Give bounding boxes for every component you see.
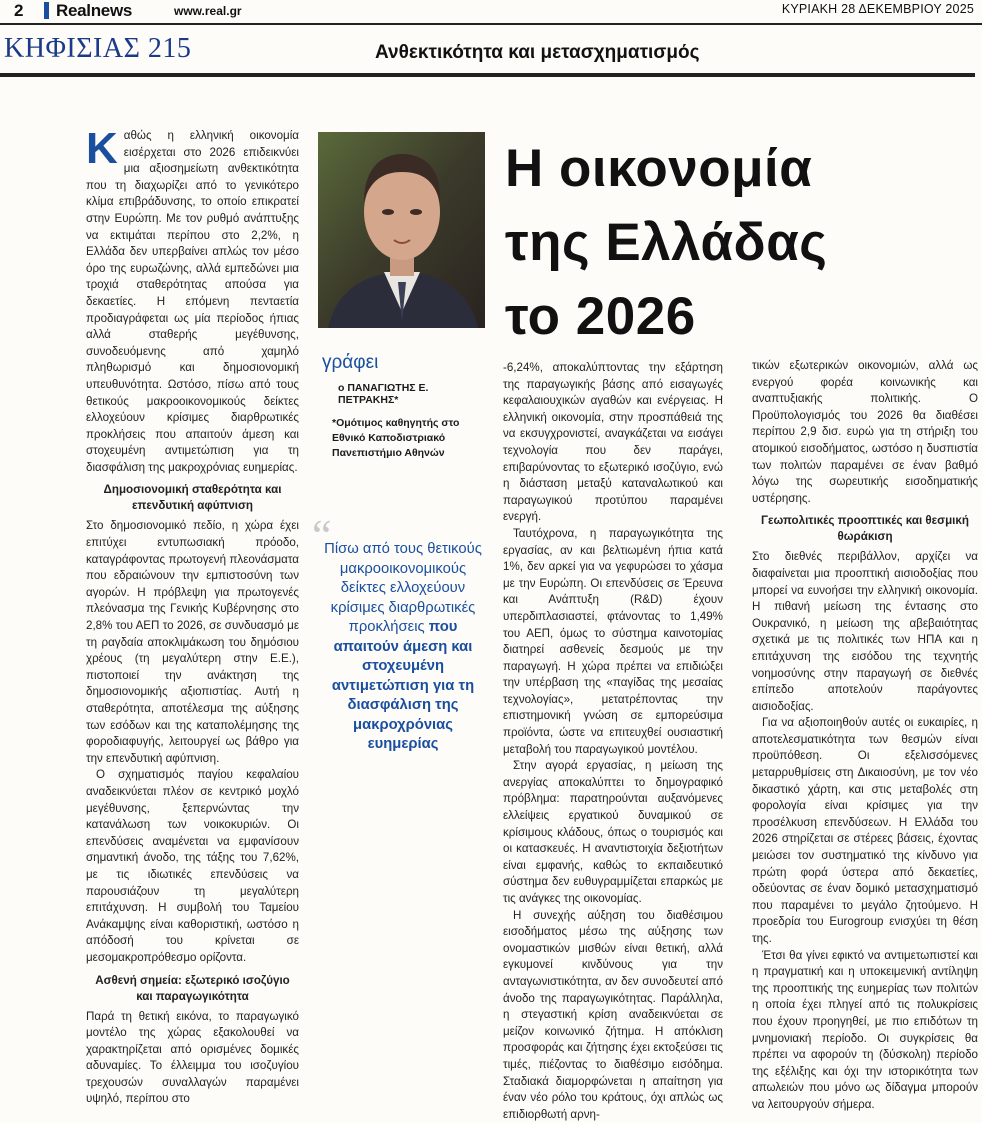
- brand-logo: [56, 1, 132, 21]
- quote-mark-icon: “: [312, 511, 332, 560]
- subhead-weak-points: Ασθενή σημεία: εξωτερικό ισοζύγιο και παραγωγικότητα: [95, 973, 290, 1003]
- byline: [318, 352, 488, 461]
- paragraph-col4-d: Έτσι θα γίνει εφικτό να αντιμετωπιστεί και η πραγματική και η υποκειμενική αντίληψη της προοπτικής της ευημερίας των πολιτών η οποία έχει πληγεί από τις πολυκρίσεις που έχουν προηγηθεί, με πιο επιδότων τη μνημονιακή περίοδο. Οι συγκρίσεις θα πρέπει να αφορούν τη (δύσκολη) περίοδο της εξέλιξης και όχι την ιστορικότητα των απωλειών που μόνο ως δίδαγμα μπορούν να λειτουργούν σήμερα.: [752, 948, 978, 1111]
- article-column-4: [752, 358, 978, 1114]
- pull-quote: [312, 511, 488, 755]
- subhead-fiscal: Δημοσιονομική σταθερότητα και επενδυτική αφύπνιση: [103, 483, 282, 513]
- paragraph-col3-d: Η συνεχής αύξηση του διαθέσιμου εισοδήματος μέσω της αύξησης των ονομαστικών μισθών είναι θετική, αλλά εγκυμονεί κινδύνους για την ανταγωνιστικότητα, αν δεν συνοδευτεί από άνοδο της παραγωγικότητας. Παράλληλα, η στεγαστική κρίση αναδεικνύεται σε μείζον κοινωνικό ζήτημα. Η απόκλιση προσφοράς και ζήτησης έχει εκτοξεύσει τις τιμές, πιέζοντας το διαθέσιμο εισόδημα. Σταδιακά διαμορφώνεται η απαίτηση για έναν νέο ρόλο του κράτους, όχι απλώς ως επιδιορθωτή αρνη-: [503, 908, 723, 1121]
- street-label: ΚΗΦΙΣΙΑΣ 215: [4, 33, 192, 64]
- article-column-3: [503, 360, 723, 1123]
- paragraph-col4-c: Για να αξιοποιηθούν αυτές οι ευκαιρίες, η αποτελεσματικότητα των θεσμών είναι προϋπόθεση. Οι εξελισσόμενες μεταρρυθμίσεις στη Δικαιοσύνη, με τον νέο δικαστικό χάρτη, και στις μεταβολές στη φορολογία είναι κρίσιμες για την προσέλκυση επενδύσεων. Η Ελλάδα του 2026 στηρίζεται σε στέρεες βάσεις, έχοντας μειώσει τον συστηματικό της κίνδυνο για πρώτη φορά ύστερα από δεκαετίες, οδεύοντας σε έναν δομικό μετασχηματισμό που παραμένει το μεγάλο ζητούμενο. Η προεδρία του Eurogroup ενισχύει τη θέση της.: [752, 716, 978, 945]
- brand-logo-part-a: Real: [56, 1, 91, 20]
- author-photo: [318, 132, 485, 328]
- page-header: [0, 0, 982, 22]
- section-title: Ανθεκτικότητα και μετασχηματισμός: [375, 42, 700, 63]
- paragraph-fiscal-2: Ο σχηματισμός παγίου κεφαλαίου αναδεικνύεται πλέον σε κεντρικό μοχλό μεγέθυνσης, ξεπερνώντας την κατανάλωση των νοικοκυριών. Οι επενδύσεις αναμένεται να εμφανίσουν σημαντική άνοδο, της τάξης του 7,62%, με τις ιδιωτικές επενδύσεις να παρουσιάζουν τη μεγαλύτερη επιτάχυνση. Η συμβολή του Ταμείου Ανάκαμψης είναι καθοριστική, ωστόσο η απόδοσή του κρίνεται σε μεσομακροπρόθεσμο ορίζοντα.: [86, 768, 299, 964]
- paragraph-col3-a: -6,24%, αποκαλύπτοντας την εξάρτηση της παραγωγικής βάσης από εισαγωγές κεφαλαιουχικών αγαθών και ενέργειας. Η ελληνική οικονομία, στην προσπάθειά της να εκσυγχρονιστεί, αναγκάζεται να εισάγει τεχνολογία που δεν παράγει, επιβαρύνοντας το εξωτερικό ισοζύγιο, ενώ η διάσταση μεταξύ καταναλωτικού και παραγωγικού προτύπου παραμένει ενεργή.: [503, 361, 723, 524]
- pull-quote-bold: που απαιτούν άμεση και στοχευμένη αντιμετώπιση για τη διασφάλιση της μακροχρόνιας ευημερίας: [331, 619, 475, 752]
- paragraph-col3-b: Ταυτόχρονα, η παραγωγικότητα της εργασίας, αν και βελτιωμένη ήπια κατά 1%, δεν αρκεί για να γεφυρώσει το χάσμα με την Ευρώπη. Οι επενδύσεις σε Έρευνα και Ανάπτυξη (R&D) έχουν υπερδιπλασιαστεί, φτάνοντας το 1,49% του ΑΕΠ, όμως το σύστημα καινοτομίας διατηρεί ασθενείς δεσμούς με την παραγωγή. Η χώρα πρέπει να επιδιώξει την υπέρβαση της «παγίδας της μεσαίας τεχνολογίας», μετατρέποντας την επιστημονική γνώση σε εμπορεύσιμα προϊόντα, ώστε να επιτευχθεί ουσιαστική μεταβολή του παραγωγικού μοντέλου.: [503, 526, 723, 756]
- article-headline: [505, 132, 827, 354]
- issue-date: ΚΥΡΙΑΚΗ 28 ΔΕΚΕΜΒΡΙΟΥ 2025: [781, 2, 974, 16]
- author-name: ο ΠΑΝΑΓΙΩΤΗΣ Ε. ΠΕΤΡΑΚΗΣ*: [338, 382, 429, 406]
- paragraph-col4-a: τικών εξωτερικών οικονομιών, αλλά ως ενεργού φορέα κοινωνικής και αναπτυξιακής πολιτικής. Ο Προϋπολογισμός του 2026 θα διαθέσει περίπου 2,9 δισ. ευρώ για τη στήριξη του ατομικού εισοδήματος, ωστόσο η δυσπιστία των πολιτών παραμένει σε έναν βαθμό λόγω της σωρευτικής εισοδηματικής υστέρησης.: [752, 359, 978, 505]
- pull-quote-normal: Πίσω από τους θετικούς μακροοικονομικούς δείκτες ελλοχεύουν κρίσιμες διαρθρωτικές προκλήσεις: [324, 541, 482, 635]
- author-affiliation: *Ομότιμος καθηγητής στο Εθνικό Καποδιστριακό Πανεπιστήμιο Αθηνών: [332, 417, 460, 459]
- headline-line-2: της Ελλάδας: [505, 213, 828, 272]
- drop-cap: Κ: [86, 124, 118, 173]
- header-accent-bar: [44, 2, 49, 19]
- section-rule: [0, 73, 975, 77]
- byline-label: γράφει: [322, 352, 379, 373]
- paragraph-fiscal-1: Στο δημοσιονομικό πεδίο, η χώρα έχει επιτύχει εντυπωσιακή πρόοδο, καταγράφοντας πρωτογενή πλεονάσματα που εδραιώνουν την εμπιστοσύνη των αγορών. Η πρόβλεψη για πρωτογενές πλεόνασμα της Γενικής Κυβέρνησης στο 2,8% του ΑΕΠ το 2026, σε συνδυασμό με τη ραγδαία αποκλιμάκωση του δημόσιου χρέους (τη μεγαλύτερη στην Ε.Ε.), πιστοποιεί την ανάκτηση της δημοσιονομικής αξιοπιστίας. Αυτή η σταθερότητα, αποτέλεσμα της αύξησης των εσόδων και της καταπολέμησης της φοροδιαφυγής, λειτουργεί ως βάθρο για την επενδυτική αφύπνιση.: [86, 519, 299, 765]
- paragraph-weak-1: Παρά τη θετική εικόνα, το παραγωγικό μοντέλο της χώρας εξακολουθεί να χαρακτηρίζεται από ορισμένες δομικές αδυναμίες. Το έλλειμμα του ισοζυγίου τρεχουσών συναλλαγών παραμένει υψηλό, περίπου στο: [86, 1009, 299, 1106]
- headline-line-3: το 2026: [505, 287, 696, 346]
- header-rule: [0, 23, 982, 25]
- subhead-geopolitics: Γεωπολιτικές προοπτικές και θεσμική θωράκιση: [761, 514, 969, 544]
- page-number: 2: [14, 1, 24, 20]
- intro-text: αθώς η ελληνική οικονομία εισέρχεται στο 2026 επιδεικνύει μια αξιοσημείωτη ανθεκτικότητα που τη διαχωρίζει από το γενικότερο κλίμα επιβράδυνσης, το οποίο επικρατεί στην Ευρώπη. Με τον ρυθμό ανάπτυξης να εκτιμάται περίπου στο 2,2%, η Ελλάδα δεν υπερβαίνει απλώς τον μέσο όρο της ευρωζώνης, αλλά εμπεδώνει μια τροχιά σταθερότητας απούσα για δεκαετίες. Η επόμενη πενταετία προδιαγράφεται ως μία περίοδος ήπιας αλλά σταθερής μεγέθυνσης, συνοδευόμενης από χαμηλό πληθωρισμό και δημοσιονομική υπευθυνότητα. Ωστόσο, πίσω από τους θετικούς μακροοικονομικούς δείκτες ελλοχεύουν κρίσιμες διαρθρωτικές προκλήσεις που απαιτούν άμεση και στοχευμένη αντιμετώπιση για τη διασφάλιση της μακροχρόνιας ευημερίας.: [86, 129, 299, 474]
- brand-logo-part-b: news: [90, 1, 133, 20]
- headline-line-1: Η οικονομία: [505, 139, 813, 198]
- paragraph-col3-c: Στην αγορά εργασίας, η μείωση της ανεργίας αποκαλύπτει το δημογραφικό πρόβλημα: παρατηρούνται αυξανόμενες ελλείψεις εργατικού δυναμικού σε κρίσιμους κλάδους, όπως ο τουρισμός και οι κατασκευές. Η αναντιστοιχία δεξιοτήτων είναι εμφανής, καθώς το εκπαιδευτικό σύστημα δεν ευθυγραμμίζεται επαρκώς με τις ανάγκες της οικονομίας.: [503, 759, 723, 905]
- intro-paragraph: [86, 124, 299, 476]
- paragraph-col4-b: Στο διεθνές περιβάλλον, αρχίζει να διαφαίνεται μια προοπτική αισιοδοξίας που μπορεί να ευνοήσει την ελληνική οικονομία. Η πιθανή μείωση της έντασης στο Ουκρανικό, η μείωση της αβεβαιότητας σχετικά με τις πολιτικές των ΗΠΑ και η επιτάχυνση της εισόδου της τεχνητής νοημοσύνης στην παραγωγή σε διεθνές επίπεδο αποτελούν παράγοντες αισιοδοξίας.: [752, 550, 978, 713]
- article-column-1: [86, 124, 299, 1108]
- site-url: www.real.gr: [174, 4, 242, 18]
